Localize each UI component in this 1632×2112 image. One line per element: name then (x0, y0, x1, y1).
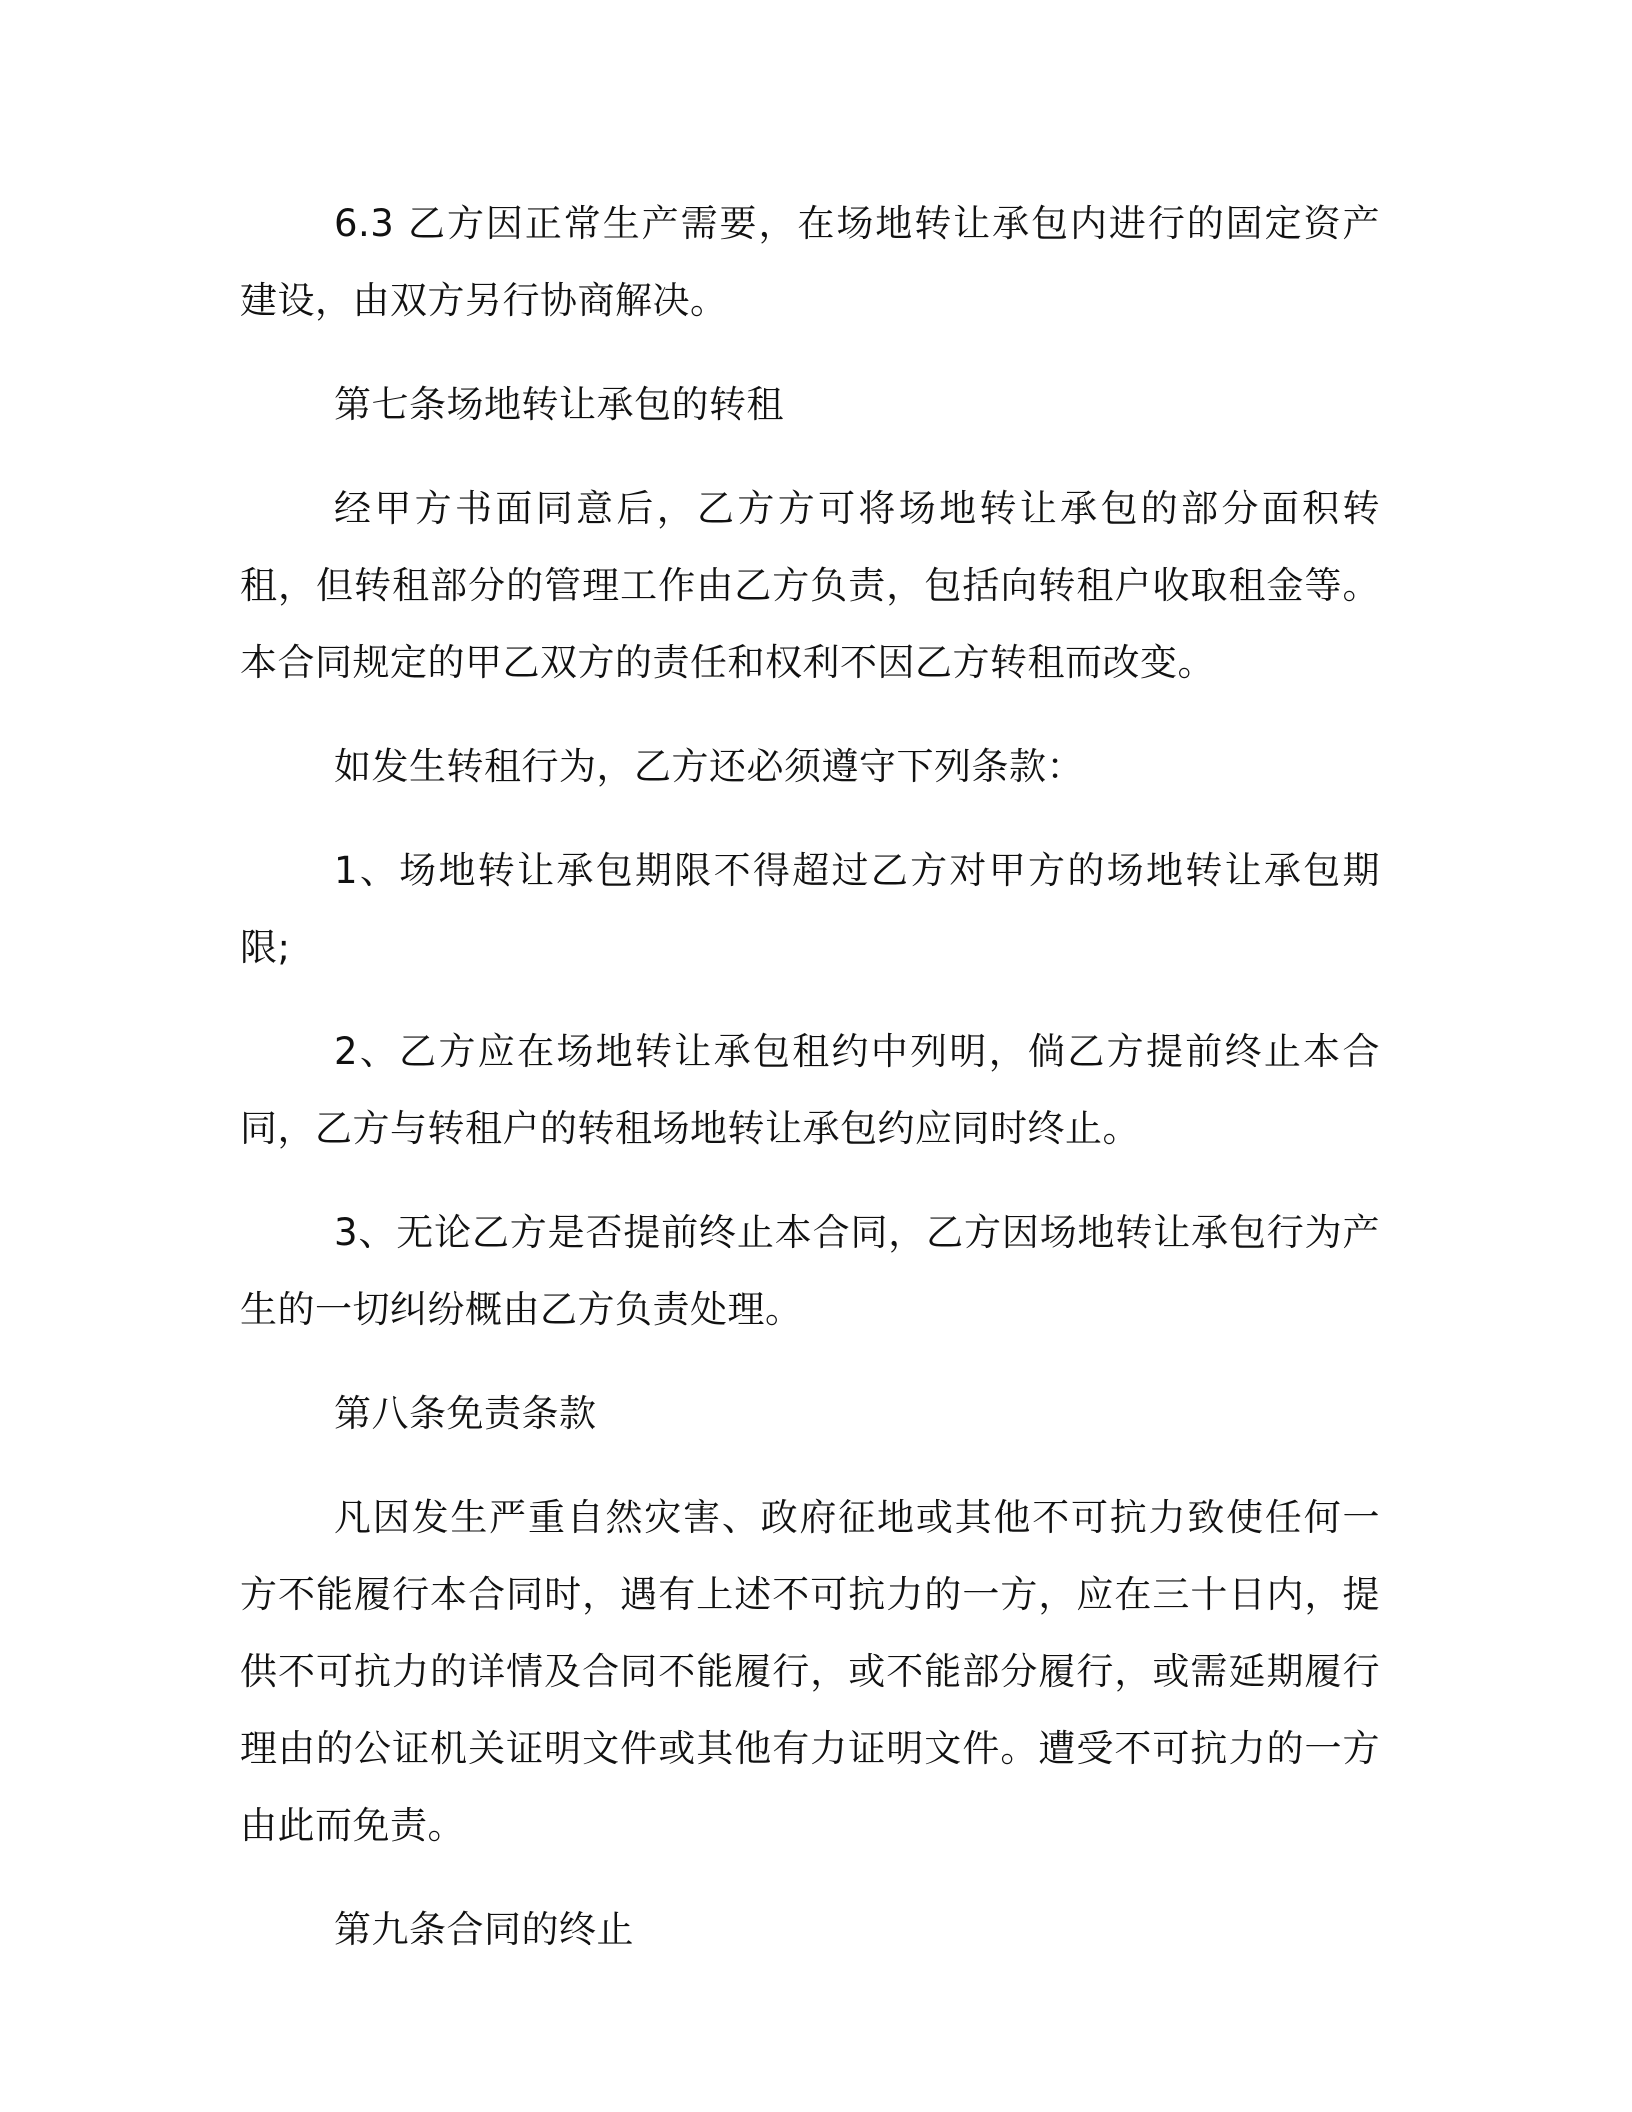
article-7-heading: 第七条场地转让承包的转租 (334, 383, 784, 426)
document-page (240, 185, 1380, 1995)
article-9-heading: 第九条合同的终止 (334, 1908, 634, 1951)
sublease-condition-3: 3、无论乙方是否提前终止本合同，乙方因场地转让承包行为产生的一切纠纷概由乙方负责处理。 (240, 1211, 1380, 1331)
article-8-body: 凡因发生严重自然灾害、政府征地或其他不可抗力致使任何一方不能履行本合同时，遇有上述不可抗力的一方，应在三十日内，提供不可抗力的详情及合同不能履行，或不能部分履行，或需延期履行理由的公证机关证明文件或其他有力证明文件。遭受不可抗力的一方由此而免责。 (240, 1496, 1380, 1847)
clause-6-3: 6.3 乙方因正常生产需要，在场地转让承包内进行的固定资产建设，由双方另行协商解决。 (240, 202, 1380, 322)
article-8-heading: 第八条免责条款 (334, 1392, 597, 1435)
sublease-condition-1: 1、场地转让承包期限不得超过乙方对甲方的场地转让承包期限; (240, 849, 1380, 969)
sublease-condition-2: 2、乙方应在场地转让承包租约中列明，倘乙方提前终止本合同，乙方与转租户的转租场地转让承包约应同时终止。 (240, 1030, 1380, 1150)
sublease-conditions-intro: 如发生转租行为，乙方还必须遵守下列条款： (334, 745, 1084, 788)
article-7-body: 经甲方书面同意后，乙方方可将场地转让承包的部分面积转租，但转租部分的管理工作由乙方负责，包括向转租户收取租金等。本合同规定的甲乙双方的责任和权利不因乙方转租而改变。 (240, 487, 1380, 684)
